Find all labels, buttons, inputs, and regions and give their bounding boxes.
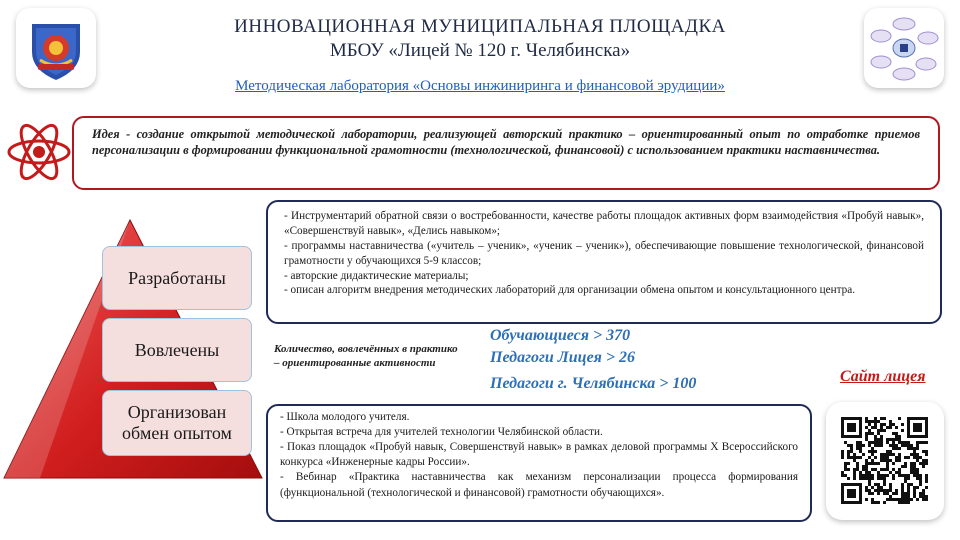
step-involved <box>102 318 252 382</box>
idea-box <box>72 116 940 190</box>
step-exchange-label: Организован обмен опытом <box>122 402 232 443</box>
exchange-item: - Школа молодого учителя. <box>280 411 410 423</box>
exchange-item: - Показ площадок «Пробуй навык, Совершенствуй навык» в рамках деловой программы X Всероссийского конкурса «Инженерные кадры России». <box>280 441 798 469</box>
developed-item: - программы наставничества («учитель – ученик», «ученик – ученик»), обеспечивающие повышение технологической, финансовой грамотности у обучающихся 5-9 классов; <box>284 239 924 267</box>
site-link[interactable]: Сайт лицея <box>840 368 926 385</box>
title-line-2: МБОУ «Лицей № 120 г. Челябинска» <box>329 40 631 61</box>
qr-code[interactable] <box>826 402 944 520</box>
step-developed <box>102 246 252 310</box>
qr-code-icon <box>826 402 944 520</box>
shield-emblem-icon <box>16 8 96 88</box>
lyceum-logo <box>16 8 96 88</box>
stat-students: Обучающиеся > 370 <box>490 327 631 344</box>
title-line-1: ИННОВАЦИОННАЯ МУНИЦИПАЛЬНАЯ ПЛОЩАДКА <box>234 16 726 37</box>
developed-item: - авторские дидактические материалы; <box>284 269 469 282</box>
stat-lyceum-teachers: Педагоги Лицея > 26 <box>490 349 636 366</box>
lab-link[interactable]: Методическая лаборатория «Основы инжиниринга и финансовой эрудиции» <box>235 78 725 94</box>
developed-item: - описан алгоритм внедрения методических лабораторий для организации обмена опытом и консультационного центра. <box>284 284 855 297</box>
developed-box <box>266 200 942 324</box>
atom-icon <box>4 120 74 184</box>
lab-scheme-logo <box>864 8 944 88</box>
mind-map-icon <box>864 8 944 88</box>
exchange-item: - Открытая встреча для учителей технологии Челябинской области. <box>280 426 603 439</box>
exchange-item: - Вебинар «Практика наставничества как механизм персонализации процесса формирования (функциональной (технологической и финансовой) грамотности обучающихся». <box>280 471 798 499</box>
developed-item: - Инструментарий обратной связи о востребованности, качестве работы площадок активных форм взаимодействия «Пробуй навык», «Совершенствуй навык», «Делись навыком»; <box>284 210 924 237</box>
step-involved-label: Вовлечены <box>134 339 220 360</box>
exchange-box <box>266 404 812 522</box>
step-exchange <box>102 390 252 456</box>
involved-count-label: Количество, вовлечённых в практико – ориентированные активности <box>274 343 458 370</box>
idea-text: Идея - создание открытой методической лаборатории, реализующей авторский практико – ориентированный опыт по отработке приемов персонализации в формировании функциональной грамотности (технологической, финансовой) с использованием практики наставничества. <box>92 127 920 158</box>
step-developed-label: Разработаны <box>128 267 226 288</box>
stat-city-teachers: Педагоги г. Челябинска > 100 <box>490 375 697 392</box>
